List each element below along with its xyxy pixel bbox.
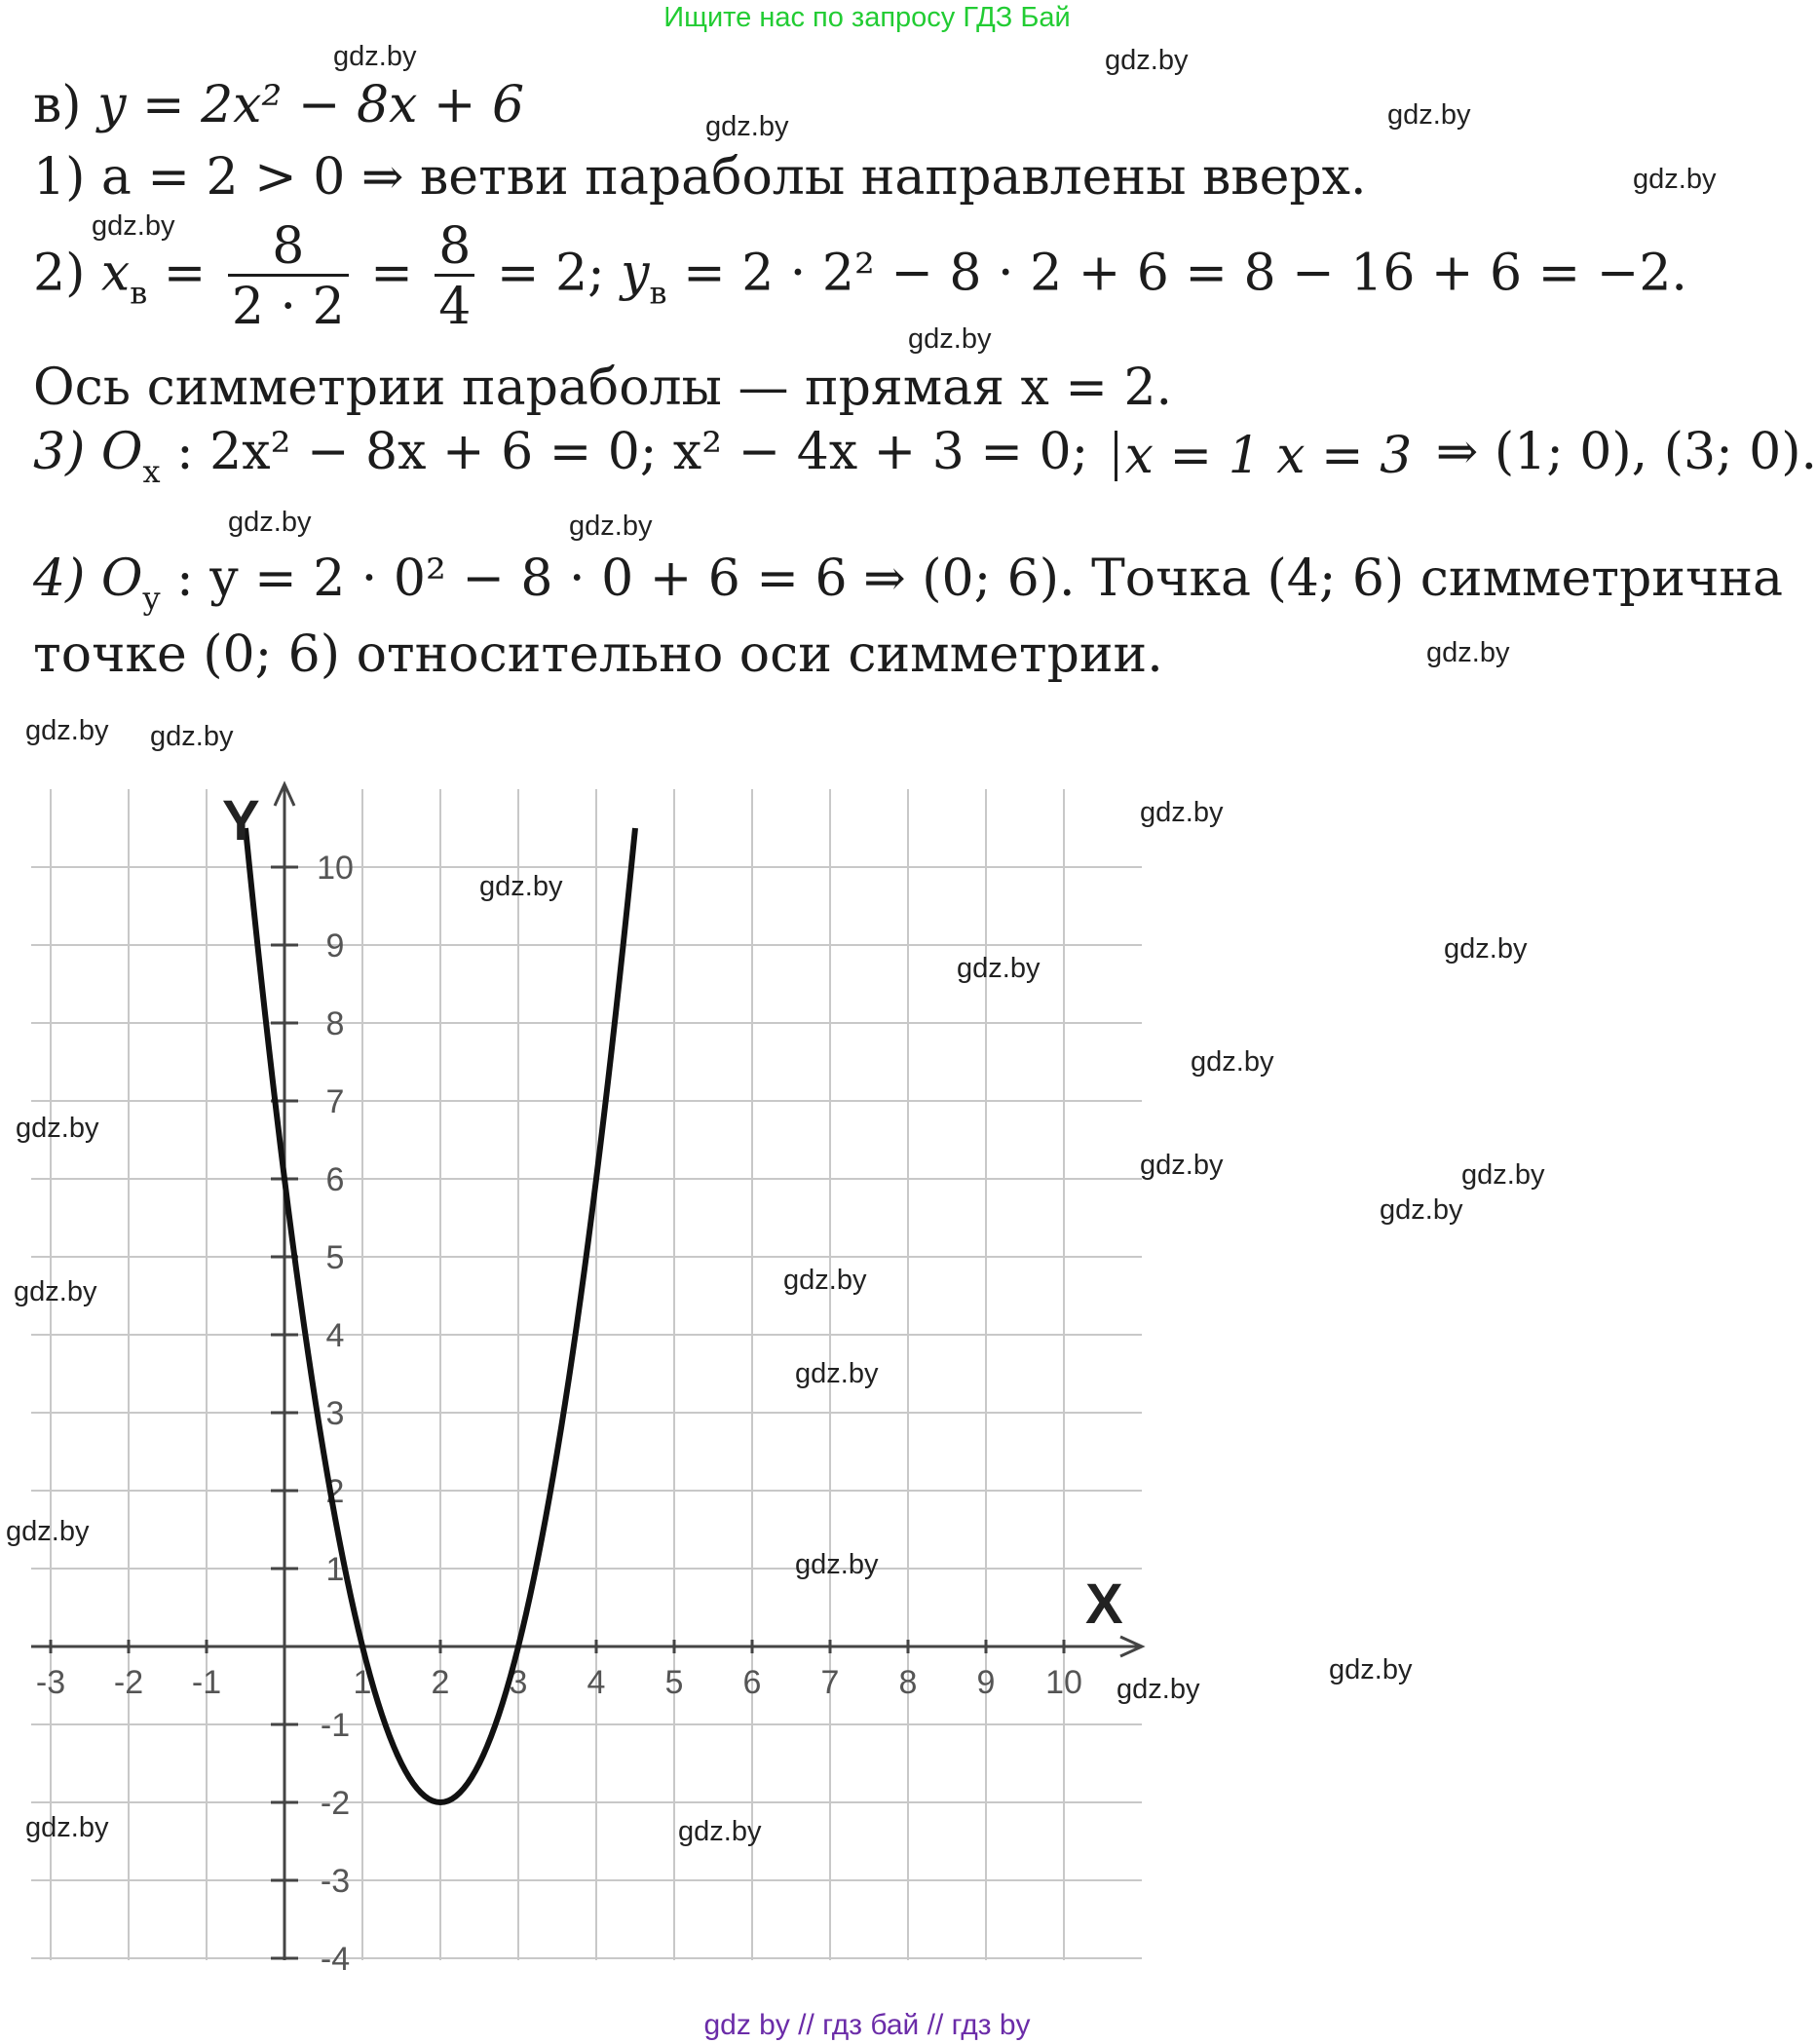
watermark: gdz.by (479, 871, 563, 902)
x-tick-label: 1 (353, 1664, 372, 1701)
step-2: 2) $x_в$ = $\frac{8}{2 \cdot 2}$ = $\frac{8}{4}$ = 2; $y_в = 2 \cdot 2^2 - 8 \cdot 2 + 6 = 8 - 16 + 6 = -2$. (33, 217, 1687, 336)
fraction-1-numerator: 8 (272, 217, 305, 276)
x-tick-label: 5 (664, 1664, 684, 1701)
vertex-y-sub: в (649, 274, 667, 312)
step-4-text: : y = 2 · 0² − 8 · 0 + 6 = 6 ⇒ (0; 6). Точка (4; 6) симметрична (176, 549, 1784, 608)
symmetry-axis-line: Ось симметрии параболы — прямая x = 2. (33, 359, 1173, 417)
x-tick-label: 9 (976, 1664, 996, 1701)
step-4-label-sub: y (142, 580, 161, 617)
watermark: gdz.by (150, 721, 234, 752)
fraction-2-denominator: 4 (435, 274, 474, 334)
step-3 (33, 423, 1817, 490)
watermark: gdz.by (908, 323, 992, 355)
watermark: gdz.by (957, 953, 1041, 984)
watermark: gdz.by (25, 715, 109, 746)
watermark: gdz.by (1444, 933, 1528, 965)
watermark: gdz.by (14, 1276, 97, 1307)
y-tick-label: -2 (320, 1785, 351, 1822)
root-2: x = 3 (1276, 426, 1413, 485)
step-4-continuation: точке (0; 6) относительно оси симметрии. (33, 625, 1163, 684)
watermark: gdz.by (1426, 637, 1510, 668)
x-tick-label: 6 (742, 1664, 762, 1701)
x-tick-label: 8 (898, 1664, 918, 1701)
y-tick-label: 4 (325, 1317, 345, 1354)
watermark: gdz.by (92, 210, 175, 242)
fraction-1-denominator: 2 · 2 (228, 274, 349, 334)
watermark: gdz.by (1140, 797, 1224, 828)
vertex-x-sub: в (130, 274, 148, 312)
watermark: gdz.by (569, 511, 653, 542)
vertex-fraction-2 (435, 217, 474, 336)
watermark: gdz.by (678, 1816, 762, 1847)
watermark: gdz.by (1461, 1159, 1545, 1191)
y-tick-label: 5 (325, 1239, 345, 1276)
task-formula: y = 2x² − 8x + 6 (97, 76, 525, 134)
vertex-y-calc: = 2 · 2² − 8 · 2 + 6 = 8 − 16 + 6 = −2. (683, 244, 1687, 303)
y-axis-label: Y (222, 789, 260, 852)
step-1: 1) a = 2 > 0 ⇒ ветви параболы направлены вверх. (33, 148, 1367, 207)
x-axis-label: X (1085, 1572, 1123, 1636)
step-2-label: 2) (33, 244, 86, 303)
y-tick-label: -3 (320, 1863, 351, 1900)
watermark: gdz.by (16, 1113, 99, 1144)
step-3-equations: : 2x² − 8x + 6 = 0; x² − 4x + 3 = 0; (176, 423, 1089, 481)
search-banner[interactable]: Ищите нас по запросу ГДЗ Бай (663, 2, 1071, 33)
step-3-result: ⇒ (1; 0), (3; 0). (1435, 423, 1817, 481)
watermark: gdz.by (1191, 1046, 1274, 1078)
vertex-fraction-1 (228, 217, 349, 336)
watermark: gdz.by (228, 507, 312, 538)
roots-system (1115, 426, 1413, 485)
watermark: gdz.by (795, 1358, 879, 1389)
watermark: gdz.by (783, 1265, 867, 1296)
y-tick-label: 8 (325, 1005, 345, 1042)
y-tick-label: 1 (325, 1551, 345, 1588)
vertex-x-value: = 2; (496, 244, 605, 303)
watermark: gdz.by (1633, 164, 1717, 195)
task-line (33, 76, 525, 134)
step-3-label-sub: x (142, 453, 161, 490)
x-tick-label: -1 (191, 1664, 222, 1701)
watermark: gdz.by (333, 41, 417, 72)
watermark: gdz.by (1140, 1150, 1224, 1181)
y-tick-label: 3 (325, 1395, 345, 1432)
vertex-x-symbol: x (100, 244, 131, 303)
y-tick-label: 6 (325, 1161, 345, 1198)
x-tick-label: -3 (35, 1664, 66, 1701)
y-tick-label: -4 (320, 1941, 351, 1978)
watermark: gdz.by (1380, 1194, 1463, 1226)
parabola-graph (0, 770, 1169, 1978)
task-prefix: в) (33, 76, 82, 134)
x-tick-label: 10 (1045, 1664, 1082, 1701)
watermark: gdz.by (705, 111, 789, 142)
watermark: gdz.by (1117, 1674, 1200, 1705)
step-4 (33, 549, 1784, 617)
step-4-label: 4) O (33, 549, 143, 608)
step-3-label: 3) O (33, 423, 143, 481)
y-tick-label: 7 (325, 1083, 345, 1120)
x-tick-label: 2 (431, 1664, 450, 1701)
fraction-2-numerator: 8 (438, 217, 472, 276)
watermark: gdz.by (1387, 99, 1471, 131)
vertex-y-symbol: y (621, 244, 650, 303)
x-tick-label: 4 (587, 1664, 606, 1701)
y-tick-label: 2 (325, 1473, 345, 1510)
x-tick-label: 7 (820, 1664, 840, 1701)
watermark: gdz.by (1105, 45, 1189, 76)
y-tick-label: 10 (317, 850, 354, 887)
watermark: gdz.by (6, 1516, 90, 1547)
y-tick-label: 9 (325, 927, 345, 965)
watermark: gdz.by (795, 1549, 879, 1580)
watermark: gdz.by (1329, 1654, 1413, 1685)
y-tick-label: -1 (320, 1707, 351, 1744)
footer-links[interactable]: gdz by // гдз бай // гдз by (703, 2009, 1031, 2041)
x-tick-label: 3 (509, 1664, 528, 1701)
x-tick-label: -2 (113, 1664, 144, 1701)
root-1: x = 1 (1124, 426, 1261, 485)
watermark: gdz.by (25, 1812, 109, 1843)
